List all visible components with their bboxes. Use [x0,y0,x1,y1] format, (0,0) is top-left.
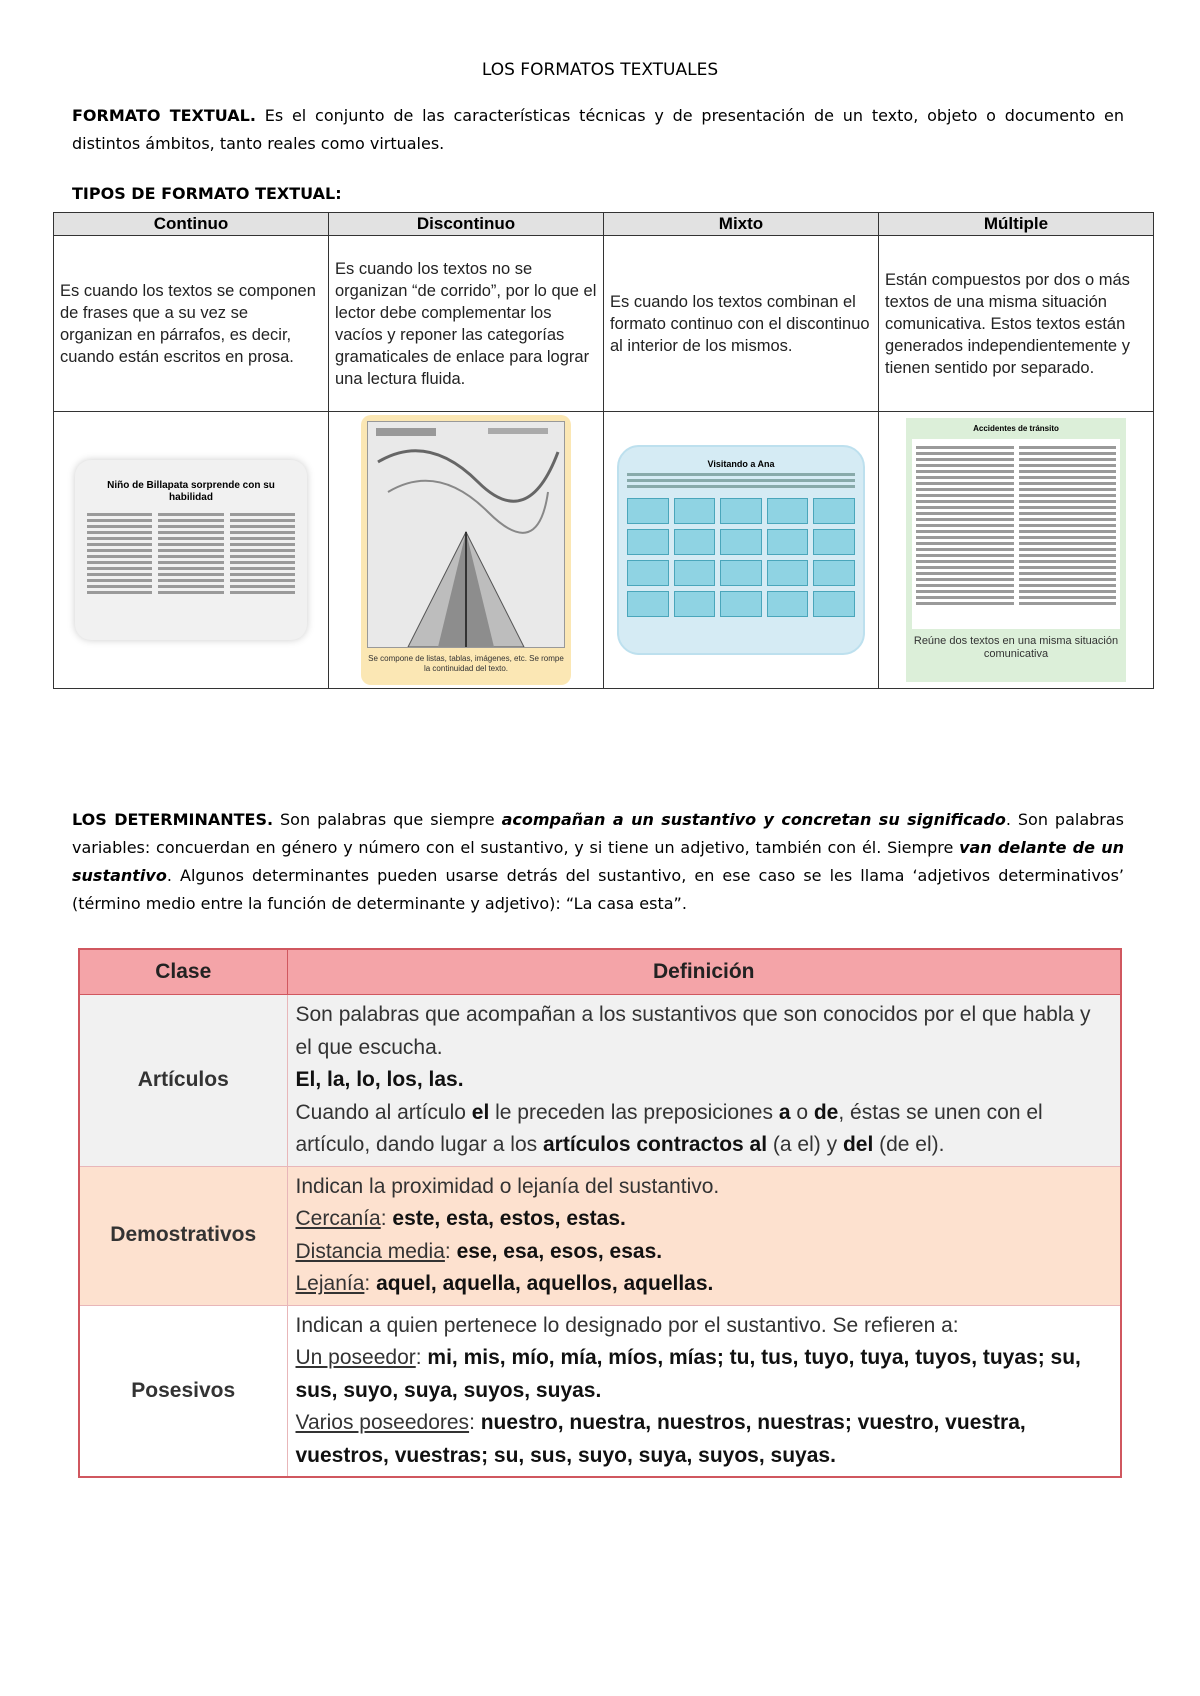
lejania-line: Lejanía: aquel, aquella, aquellos, aquellas. [295,1272,714,1295]
formats-header-row [54,213,1154,236]
formato-textual-label: FORMATO TEXTUAL. [72,106,256,125]
demostrativos-line-1: Indican la proximidad o lejanía del sustantivo. [295,1174,720,1198]
img-cell-multiple [879,412,1154,689]
determinantes-text-2: . Son palabras variables: concuerdan en género y número con el sustantivo, y si tiene un adjetivo, también con él. Siempre [72,810,1125,857]
articulos-line-3: Cuando al artículo el le preceden las preposiciones a o de, éstas se unen con el artículo, dando lugar a los artículos contractos al (a el) y del (de el). [295,1100,1043,1156]
desc-continuo: Es cuando los textos se componen de frases que a su vez se organizan en párrafos, es decir, cuando están escritos en prosa. [54,236,329,412]
header-clase: Clase [79,949,287,995]
articulos-line-1: Son palabras que acompañan a los sustantivos que son conocidos por el que habla y el que escucha. [295,1003,1091,1059]
determinantes-label: LOS DETERMINANTES. [72,810,274,829]
volcano-illustration [368,422,564,647]
clase-posesivos: Posesivos [79,1305,287,1477]
articulos-list: El, la, lo, los, las. [295,1068,464,1091]
img-cell-mixto [604,412,879,689]
determinantes-table [78,948,1122,1478]
multiple-title: Accidentes de tránsito [973,424,1059,433]
multiple-caption: Reúne dos textos en una misma situación comunicativa [913,635,1119,660]
cercania-line: Cercanía: este, esta, estos, estas. [295,1207,626,1230]
desc-mixto: Es cuando los textos combinan el formato continuo con el discontinuo al interior de los mismos. [604,236,879,412]
desc-discontinuo: Es cuando los textos no se organizan “de corrido”, por lo que el lector debe complementar los vacíos y reponer las categorías gramaticales de enlace para lograr una lectura fluida. [329,236,604,412]
header-multiple: Múltiple [879,213,1154,236]
distancia-media-line: Distancia media: ese, esa, esos, esas. [295,1239,663,1263]
formats-table [53,212,1154,689]
clase-articulos: Artículos [79,995,287,1167]
header-continuo: Continuo [54,213,329,236]
table-row [79,995,1121,1167]
determinantes-text-1: Son palabras que siempre [273,810,502,829]
newspaper-headline: Niño de Billapata sorprende con su habilidad [107,480,275,503]
determinantes-emphasis-2: van delante de un sustantivo [72,838,1125,885]
header-definicion: Definición [287,949,1121,995]
map-image [617,445,865,655]
map-title: Visitando a Ana [707,459,775,469]
def-posesivos [287,1305,1121,1477]
infographic-caption: Se compone de listas, tablas, imágenes, etc. Se rompe la continuidad del texto. [368,654,564,673]
posesivos-line-1: Indican a quien pertenece lo designado por el sustantivo. Se refieren a: [295,1313,959,1337]
un-poseedor-line: Un poseedor: mi, mis, mío, mía, míos, mías; tu, tus, tuyo, tuya, tuyos, tuyas; su, sus, suyo, suya, suyos, suyas. [295,1346,1081,1402]
page-title: LOS FORMATOS TEXTUALES [481,60,719,80]
header-discontinuo: Discontinuo [329,213,604,236]
def-articulos [287,995,1121,1167]
table-row [79,1166,1121,1305]
formats-image-row [54,412,1154,689]
img-cell-continuo [54,412,329,689]
desc-multiple: Están compuestos por dos o más textos de una misma situación comunicativa. Estos textos están generados independientemente y tienen sentido por separado. [879,236,1154,412]
table-row [79,1305,1121,1477]
formato-textual-text: Es el conjunto de las características técnicas y de presentación de un texto, objeto o documento en distintos ámbitos, tanto reales como virtuales. [72,106,1125,153]
det-header-row [79,949,1121,995]
newspaper-image [75,460,307,640]
multiple-text-image [906,418,1126,682]
determinantes-text-3: . Algunos determinantes pueden usarse detrás del sustantivo, en ese caso se les llama ‘adjetivos determinativos’ (término medio entre la función de determinante y adjetivo): “La casa esta”. [72,866,1124,913]
determinantes-paragraph [72,806,1124,918]
clase-demostrativos: Demostrativos [79,1166,287,1305]
formats-description-row [54,236,1154,412]
tipos-heading: TIPOS DE FORMATO TEXTUAL: [72,184,342,203]
infographic-image [361,415,571,685]
img-cell-discontinuo [329,412,604,689]
def-demostrativos [287,1166,1121,1305]
varios-poseedores-line: Varios poseedores: nuestro, nuestra, nuestros, nuestras; vuestro, vuestra, vuestros, vuestras; su, sus, suyo, suya, suyos, suyas. [295,1411,1026,1467]
header-mixto: Mixto [604,213,879,236]
determinantes-emphasis-1: acompañan a un sustantivo y concretan su significado [501,810,1006,829]
formato-textual-paragraph [72,102,1124,158]
map-grid [627,498,855,617]
